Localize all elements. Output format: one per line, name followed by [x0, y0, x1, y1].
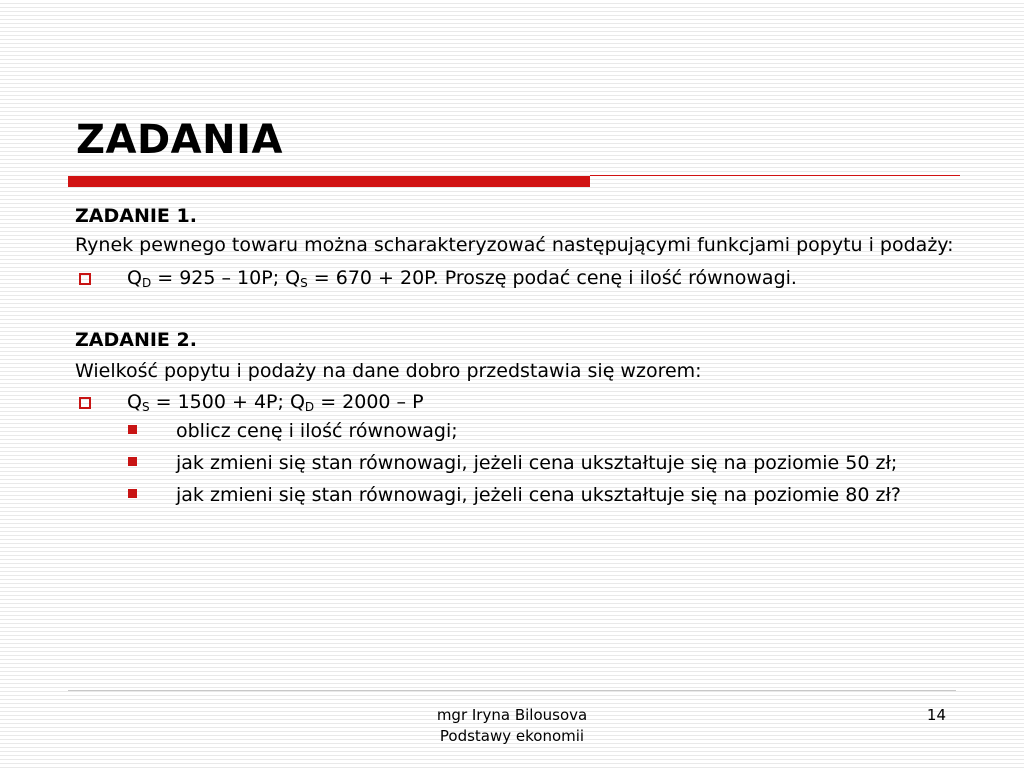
- hollow-square-bullet-icon: [79, 273, 91, 285]
- footer-course: Podstawy ekonomii: [439, 727, 585, 745]
- title-underline-thick: [68, 176, 590, 187]
- title-underline-thin: [590, 175, 960, 176]
- section-spacer: [75, 294, 955, 325]
- solid-square-bullet-icon: [128, 425, 137, 434]
- solid-square-bullet-icon: [128, 457, 137, 466]
- footer-divider: [68, 690, 956, 691]
- hollow-square-bullet-icon: [79, 397, 91, 409]
- footer-credits: [392, 705, 632, 747]
- slide-title: ZADANIA: [76, 117, 283, 163]
- task-2-heading: ZADANIE 2.: [75, 329, 197, 351]
- task-2-intro: Wielkość popytu i podaży na dane dobro przedstawia się wzorem:: [75, 360, 702, 382]
- solid-square-bullet-icon: [128, 489, 137, 498]
- task-2-subitem: jak zmieni się stan równowagi, jeżeli cena ukształtuje się na poziomie 50 zł;: [176, 450, 955, 482]
- slide-content: [75, 201, 955, 514]
- task-2-subitem: oblicz cenę i ilość równowagi;: [176, 418, 955, 450]
- task-1-formula: $Q_D = 925 - 10P$; $Q_S = 670 + 20P$. Proszę podać cenę i ilość równowagi.: [75, 263, 955, 294]
- task-1-intro: Rynek pewnego towaru można scharakteryzować następującymi funkcjami popytu i podaży:: [75, 234, 954, 256]
- page-number: 14: [926, 706, 946, 724]
- footer-author: mgr Iryna Bilousova: [436, 706, 588, 724]
- task-1-heading: ZADANIE 1.: [75, 205, 197, 227]
- task-2-formula: $Q_S = 1500 + 4P$; $Q_D = 2000 - P$: [75, 387, 955, 418]
- task-2-subitem: jak zmieni się stan równowagi, jeżeli cena ukształtuje się na poziomie 80 zł?: [176, 482, 955, 514]
